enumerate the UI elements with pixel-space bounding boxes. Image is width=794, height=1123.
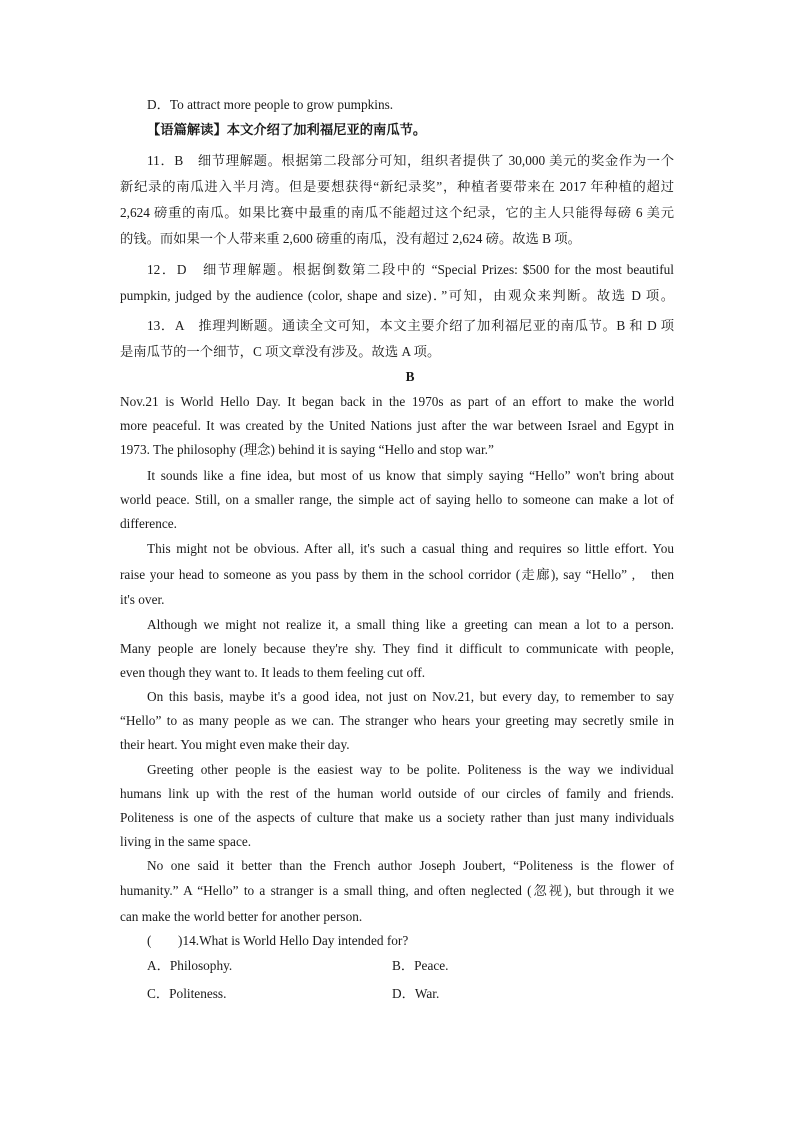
- passage-line: “Hello” to as many people as we can. The stranger who hears your greeting may secretly smile in: [120, 713, 674, 728]
- passage-line: difference.: [120, 516, 177, 531]
- passage-line: On this basis, maybe it's a good idea, not just on Nov.21, but every day, to remember to say: [147, 689, 674, 704]
- passage-line: Although we might not realize it, a small thing like a greeting can mean a lot to a person.: [147, 617, 674, 632]
- passage-line: humans link up with the rest of the human world outside of our circles of family and friends.: [120, 786, 674, 801]
- option-d[interactable]: D．War.: [392, 986, 440, 1001]
- previous-option-d: D．To attract more people to grow pumpkins.: [147, 97, 394, 112]
- option-b[interactable]: B．Peace.: [392, 958, 449, 973]
- passage-line: world peace. Still, on a smaller range, the simple act of saying hello to someone can make a lot of: [120, 492, 674, 507]
- passage-line: their heart. You might even make their day.: [120, 737, 350, 752]
- analysis-title: 【语篇解读】本文介绍了加利福尼亚的南瓜节。: [147, 122, 427, 137]
- option-c[interactable]: C．Politeness.: [147, 986, 227, 1001]
- answer-12-line-1: 12．D 细节理解题。根据倒数第二段中的 “Special Prizes: $500 for the most beautiful: [147, 262, 674, 277]
- passage-line: Many people are lonely because they're shy. They find it difficult to communicate with people,: [120, 641, 674, 656]
- passage-line: 1973. The philosophy (理念) behind it is saying “Hello and stop war.”: [120, 442, 494, 457]
- answer-11-line-2: 新纪录的南瓜进入半月湾。但是要想获得“新纪录奖”，种植者要带来在 2017 年种植的超过: [120, 179, 674, 194]
- passage-line: No one said it better than the French author Joseph Joubert, “Politeness is the flower of: [147, 858, 674, 873]
- section-label: B: [405, 369, 415, 384]
- answer-12-line-2: pumpkin, judged by the audience (color, shape and size)．”可知，由观众来判断。故选 D 项。: [120, 288, 674, 303]
- answer-13-line-2: 是南瓜节的一个细节，C 项文章没有涉及。故选 A 项。: [120, 344, 441, 359]
- passage-line: can make the world better for another person.: [120, 909, 363, 924]
- option-a[interactable]: A．Philosophy.: [147, 958, 233, 973]
- answer-11-line-4: 的钱。而如果一个人带来重 2,600 磅重的南瓜，没有超过 2,624 磅。故选 B 项。: [120, 231, 581, 246]
- passage-line: more peaceful. It was created by the United Nations just after the war between Israel and Egypt in: [120, 418, 674, 433]
- passage-line: it's over.: [120, 592, 165, 607]
- passage-line: Politeness is one of the aspects of culture that make us a society rather than just many individuals: [120, 810, 674, 825]
- passage-line: This might not be obvious. After all, it's such a casual thing and requires so little effort. You: [147, 541, 674, 556]
- question-14-stem: ( )14.What is World Hello Day intended for?: [147, 933, 409, 948]
- answer-11-line-3: 2,624 磅重的南瓜。如果比赛中最重的南瓜不能超过这个纪录，它的主人只能得每磅 6 美元: [120, 205, 674, 220]
- passage-line: Nov.21 is World Hello Day. It began back in the 1970s as part of an effort to make the world: [120, 394, 674, 409]
- passage-line: even though they want to. It leads to them feeling cut off.: [120, 665, 426, 680]
- passage-line: Greeting other people is the easiest way to be polite. Politeness is the way we individual: [147, 762, 674, 777]
- passage-line: living in the same space.: [120, 834, 252, 849]
- answer-11-line-1: 11．B 细节理解题。根据第二段部分可知，组织者提供了 30,000 美元的奖金作为一个: [147, 153, 674, 168]
- passage-line: humanity.” A “Hello” to a stranger is a small thing, and often neglected (忽视), but through it we: [120, 883, 674, 898]
- passage-line: It sounds like a fine idea, but most of us know that simply saying “Hello” won't bring about: [147, 468, 674, 483]
- passage-line: raise your head to someone as you pass by them in the school corridor (走廊), say “Hello” , then: [120, 567, 674, 582]
- answer-13-line-1: 13．A 推理判断题。通读全文可知，本文主要介绍了加利福尼亚的南瓜节。B 和 D 项: [147, 318, 674, 333]
